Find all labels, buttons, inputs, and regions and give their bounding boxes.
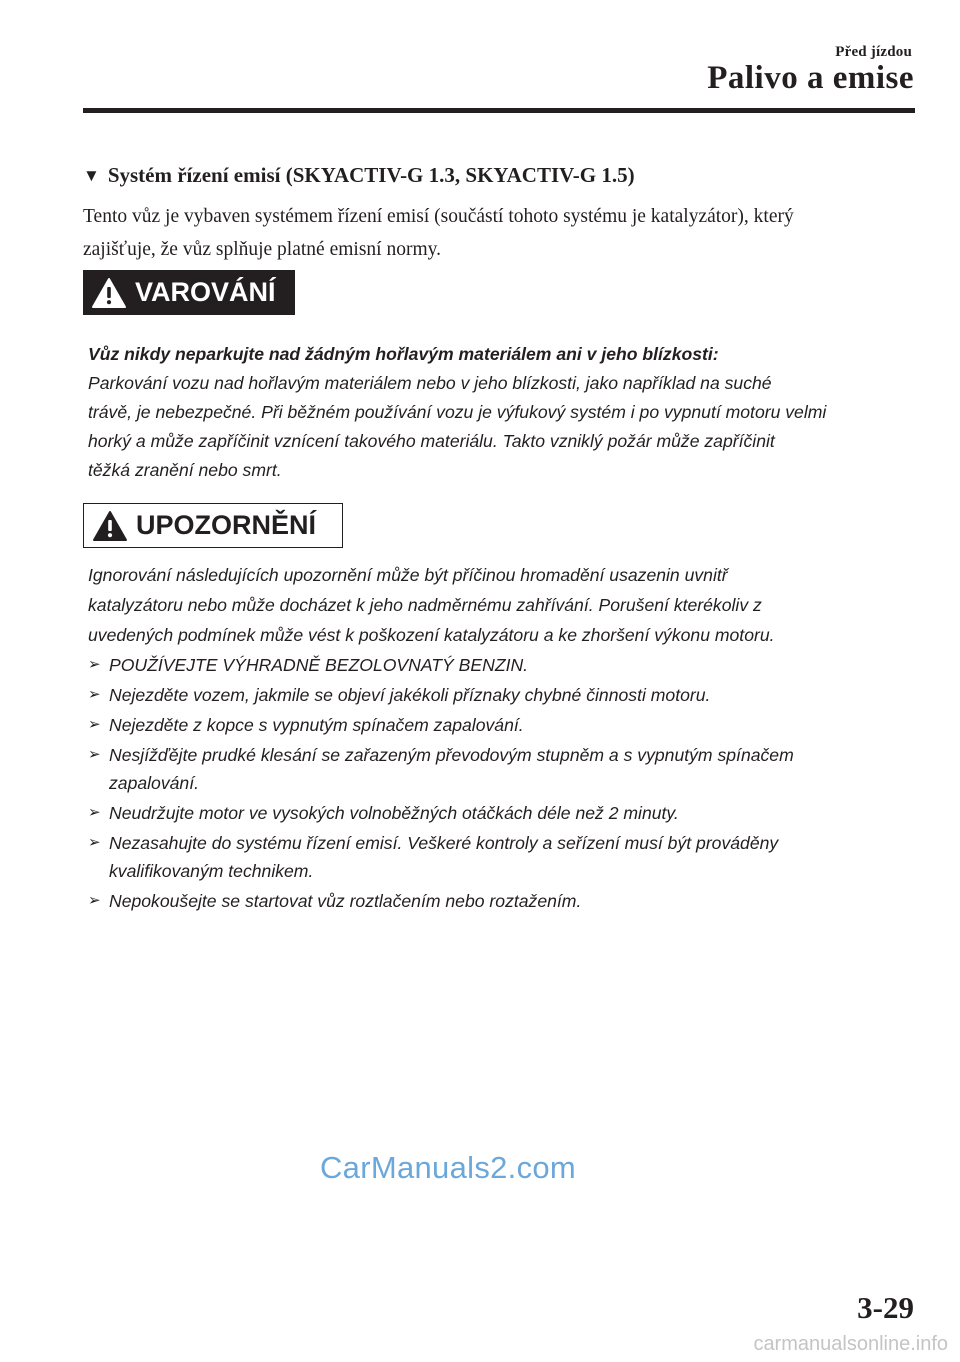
list-item — [88, 741, 928, 797]
arrow-bullet-icon: ➢ — [88, 746, 101, 763]
intro-line: zajišťuje, že vůz splňuje platné emisní normy. — [83, 239, 441, 260]
list-item — [88, 829, 928, 885]
list-item — [88, 799, 928, 827]
header-divider — [83, 108, 915, 113]
alert-triangle-icon — [92, 510, 128, 542]
list-item — [88, 887, 928, 915]
caution-label — [83, 503, 343, 548]
list-item-text: Nesjížďějte prudké klesání se zařazeným převodovým stupněm a s vypnutým spínačem — [109, 745, 794, 765]
warning-line: těžká zranění nebo smrt. — [88, 460, 282, 480]
arrow-bullet-icon: ➢ — [88, 716, 101, 733]
list-item-text: Nejezděte vozem, jakmile se objeví jakékoli příznaky chybné činnosti motoru. — [109, 685, 711, 705]
list-item-text: zapalování. — [109, 773, 199, 793]
list-item-text: Neudržujte motor ve vysokých volnoběžných otáčkách déle než 2 minuty. — [109, 803, 679, 823]
arrow-bullet-icon: ➢ — [88, 656, 101, 673]
intro-line: Tento vůz je vybaven systémem řízení emisí (součástí tohoto systému je katalyzátor), který — [83, 206, 794, 227]
triangle-down-icon: ▼ — [83, 166, 100, 185]
list-item-text: POUŽÍVEJTE VÝHRADNĚ BEZOLOVNATÝ BENZIN. — [109, 655, 529, 675]
caution-line: uvedených podmínek může vést k poškození katalyzátoru a ke zhoršení výkonu motoru. — [88, 625, 775, 645]
caution-line: Ignorování následujících upozornění může být příčinou hromadění usazenin uvnitř — [88, 565, 728, 585]
list-item — [88, 711, 928, 739]
list-item-text: Nepokoušejte se startovat vůz roztlačením nebo roztažením. — [109, 891, 582, 911]
list-item-text: kvalifikovaným technikem. — [109, 861, 314, 881]
list-item — [88, 681, 928, 709]
list-item-text: Nejezděte z kopce s vypnutým spínačem zapalování. — [109, 715, 524, 735]
alert-triangle-icon — [91, 277, 127, 309]
warning-line: horký a může zapříčinit vznícení takového materiálu. Takto vzniklý požár může zapříčinit — [88, 431, 775, 451]
warning-title: Vůz nikdy neparkujte nad žádným hořlavým materiálem ani v jeho blízkosti: — [88, 344, 719, 364]
warning-body — [88, 340, 928, 485]
header-subsection: Před jízdou — [835, 44, 912, 60]
warning-line: Parkování vozu nad hořlavým materiálem nebo v jeho blízkosti, jako například na suché — [88, 373, 772, 393]
caution-label-text: UPOZORNĚNÍ — [136, 510, 317, 540]
page-number: 3-29 — [857, 1290, 914, 1325]
section-heading-text: Systém řízení emisí (SKYACTIV-G 1.3, SKYACTIV-G 1.5) — [107, 163, 635, 187]
caution-body — [88, 560, 928, 650]
warning-label — [83, 270, 295, 315]
caution-line: katalyzátoru nebo může docházet k jeho nadměrnému zahřívání. Porušení kterékoliv z — [88, 595, 762, 615]
arrow-bullet-icon: ➢ — [88, 892, 101, 909]
warning-line: trávě, je nebezpečné. Při běžném používání vozu je výfukový systém i po vypnutí motoru velmi — [88, 402, 827, 422]
list-item — [88, 651, 928, 679]
arrow-bullet-icon: ➢ — [88, 804, 101, 821]
warning-label-text: VAROVÁNÍ — [135, 277, 276, 307]
arrow-bullet-icon: ➢ — [88, 686, 101, 703]
intro-paragraph — [83, 200, 923, 266]
watermark: CarManuals2.com — [320, 1150, 577, 1185]
section-heading — [83, 163, 635, 188]
caution-bullet-list — [88, 651, 928, 917]
arrow-bullet-icon: ➢ — [88, 834, 101, 851]
footer-site-link[interactable]: carmanualsonline.info — [753, 1333, 948, 1355]
header-section-title: Palivo a emise — [707, 60, 914, 96]
list-item-text: Nezasahujte do systému řízení emisí. Veškeré kontroly a seřízení musí být prováděny — [109, 833, 779, 853]
